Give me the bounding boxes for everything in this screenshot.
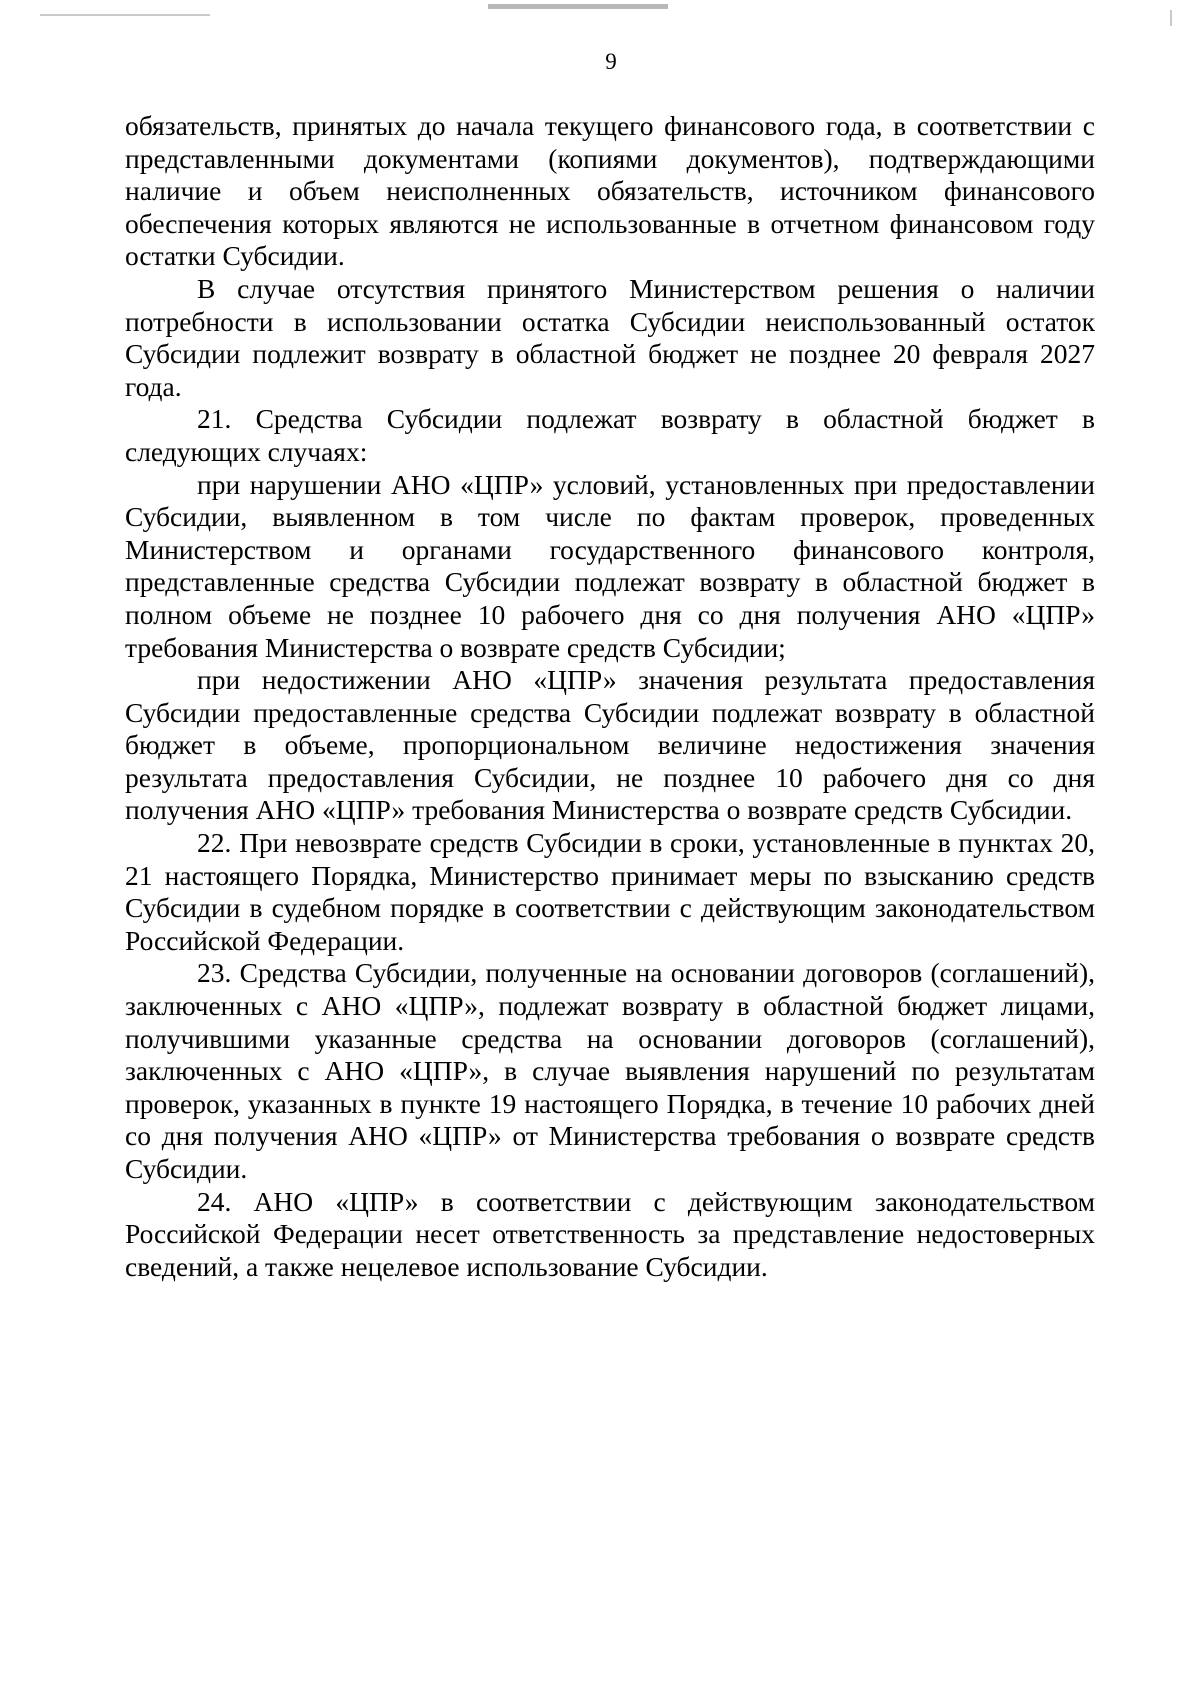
page-number: 9 bbox=[605, 49, 617, 74]
paragraph-clause-24: 24. АНО «ЦПР» в соответствии с действующим законодательством Российской Федерации несет ответственность за представление недостоверных сведений, а также нецелевое использование Субсидии. bbox=[125, 1185, 1095, 1282]
paragraph: В случае отсутствия принятого Министерством решения о наличии потребности в использовании остатка Субсидии неиспользованный остаток Субсидии подлежит возврату в областной бюджет не позднее 20 февраля 2027 года. bbox=[125, 272, 1095, 402]
paragraph-continuation: обязательств, принятых до начала текущего финансового года, в соответствии с представленными документами (копиями документов), подтверждающими наличие и объем неисполненных обязательств, источником финансового обеспечения которых являются не использованные в отчетном финансовом году остатки Субсидии. bbox=[125, 110, 1095, 272]
document-body bbox=[125, 110, 1095, 1283]
paragraph-clause-23: 23. Средства Субсидии, полученные на основании договоров (соглашений), заключенных с АНО «ЦПР», подлежат возврату в областной бюджет лицами, получившими указанные средства на основании договоров (соглашений), заключенных с АНО «ЦПР», в случае выявления нарушений по результатам проверок, указанных в пункте 19 настоящего Порядка, в течение 10 рабочих дней со дня получения АНО «ЦПР» от Министерства требования о возврате средств Субсидии. bbox=[125, 957, 1095, 1184]
paragraph-clause-22: 22. При невозврате средств Субсидии в сроки, установленные в пунктах 20, 21 настоящего Порядка, Министерство принимает меры по взысканию средств Субсидии в судебном порядке в соответствии с действующим законодательством Российской Федерации. bbox=[125, 827, 1095, 956]
paragraph: при недостижении АНО «ЦПР» значения результата предоставления Субсидии предоставленные средства Субсидии подлежат возврату в областной бюджет в объеме, пропорциональном величине недостижения значения результата предоставления Субсидии, не позднее 10 рабочего дня со дня получения АНО «ЦПР» требования Министерства о возврате средств Субсидии. bbox=[125, 664, 1095, 826]
scan-artifact bbox=[488, 4, 668, 9]
paragraph: при нарушении АНО «ЦПР» условий, установленных при предоставлении Субсидии, выявленном в том числе по фактам проверок, проведенных Министерством и органами государственного финансового контроля, представленные средства Субсидии подлежат возврату в областной бюджет в полном объеме не позднее 10 рабочего дня со дня получения АНО «ЦПР» требования Министерства о возврате средств Субсидии; bbox=[125, 468, 1095, 663]
scan-artifact bbox=[1170, 10, 1172, 26]
scan-artifact bbox=[40, 14, 210, 16]
paragraph-clause-21: 21. Средства Субсидии подлежат возврату в областной бюджет в следующих случаях: bbox=[125, 403, 1095, 467]
